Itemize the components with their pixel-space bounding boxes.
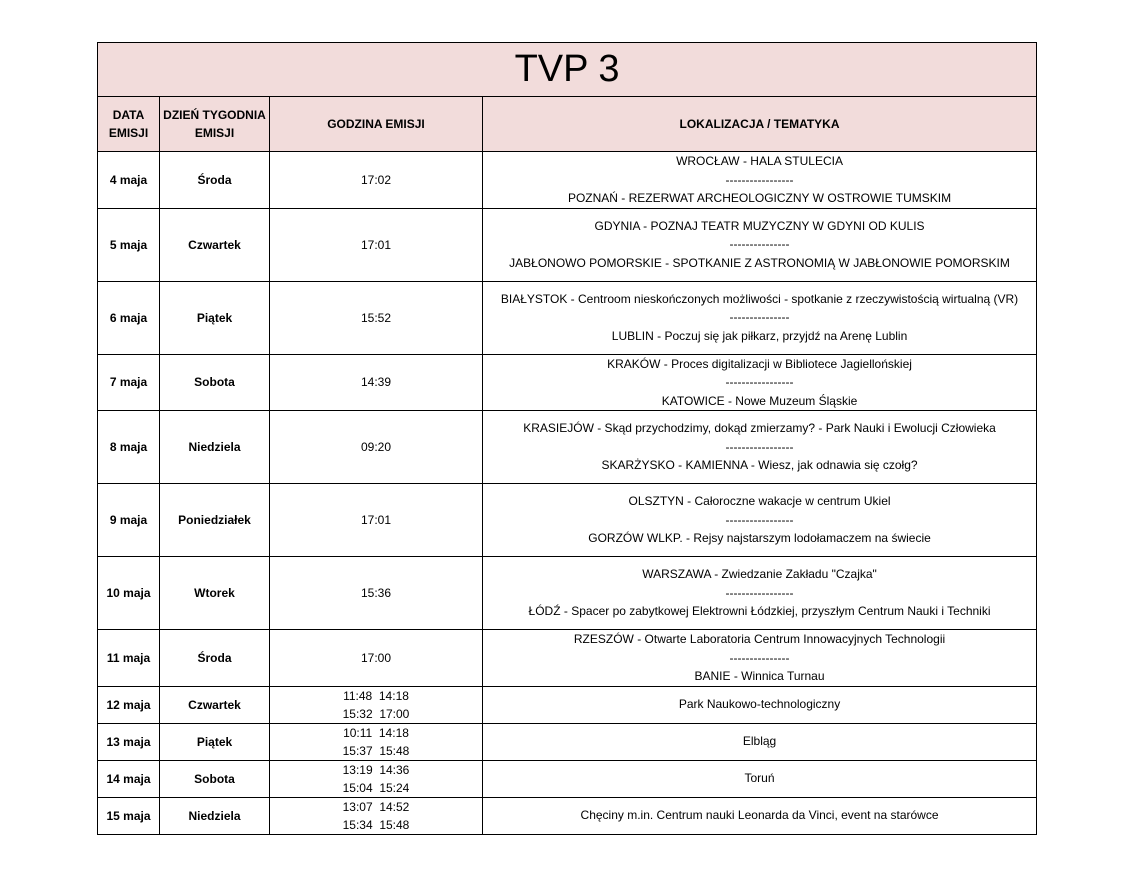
row-date: 6 maja	[98, 281, 160, 354]
location-line: KRASIEJÓW - Skąd przychodzimy, dokąd zmierzamy? - Park Nauki i Ewolucji Człowieka	[523, 421, 996, 436]
location-line: -----------------	[725, 375, 794, 389]
location-line: OLSZTYN - Całoroczne wakacje w centrum Ukiel	[628, 494, 891, 509]
row-day: Czwartek	[160, 686, 270, 723]
row-times	[270, 723, 483, 760]
location-line: WARSZAWA - Zwiedzanie Zakładu "Czajka"	[642, 567, 877, 582]
location-line: RZESZÓW - Otwarte Laboratoria Centrum Innowacyjnych Technologii	[573, 632, 946, 646]
location-line: Park Naukowo-technologiczny	[678, 697, 841, 712]
table-row	[98, 208, 1037, 281]
row-day: Niedziela	[160, 411, 270, 484]
row-locations	[483, 411, 1037, 484]
row-date: 4 maja	[98, 152, 160, 209]
location-line: ---------------	[729, 650, 790, 665]
time-entry: 15:32 17:00	[342, 706, 410, 721]
location-line: JABŁONOWO POMORSKIE - SPOTKANIE Z ASTRONOMIĄ W JABŁONOWIE POMORSKIM	[509, 255, 1010, 270]
location-line: ---------------	[729, 310, 790, 325]
location-line: -----------------	[725, 439, 794, 454]
row-date: 11 maja	[98, 630, 160, 687]
location-line: KATOWICE - Nowe Muzeum Śląskie	[661, 393, 858, 408]
header-time-label: GODZINA EMISJI	[327, 117, 425, 131]
location-line: KRAKÓW - Proces digitalizacji w Bibliotece Jagiellońskiej	[607, 356, 912, 371]
time-entry: 13:07 14:52	[342, 799, 410, 814]
table-row	[98, 152, 1037, 209]
row-locations	[483, 484, 1037, 557]
row-locations	[483, 797, 1037, 834]
row-locations	[483, 354, 1037, 411]
location-line: BANIE - Winnica Turnau	[694, 669, 825, 683]
location-line: Toruń	[744, 771, 775, 786]
header-date	[98, 97, 160, 152]
row-times	[270, 354, 483, 411]
location-line: LUBLIN - Poczuj się jak piłkarz, przyjdź na Arenę Lublin	[611, 328, 908, 343]
table-row	[98, 686, 1037, 723]
row-locations	[483, 630, 1037, 687]
location-line: Chęciny m.in. Centrum nauki Leonarda da Vinci, event na starówce	[580, 808, 939, 823]
table-row	[98, 797, 1037, 834]
location-line: POZNAŃ - REZERWAT ARCHEOLOGICZNY W OSTROWIE TUMSKIM	[567, 191, 952, 205]
time-entry: 17:02	[360, 172, 392, 187]
table-row	[98, 354, 1037, 411]
table-row	[98, 723, 1037, 760]
location-line: ŁÓDŹ - Spacer po zabytkowej Elektrowni Łódzkiej, przyszłym Centrum Nauki i Techniki	[528, 604, 991, 619]
header-location	[483, 97, 1037, 152]
row-date: 15 maja	[98, 797, 160, 834]
row-day: Piątek	[160, 281, 270, 354]
row-date: 7 maja	[98, 354, 160, 411]
row-day: Piątek	[160, 723, 270, 760]
row-locations	[483, 686, 1037, 723]
location-line: -----------------	[725, 512, 794, 527]
row-times	[270, 760, 483, 797]
time-entry: 17:01	[360, 513, 392, 527]
time-entry: 15:04 15:24	[342, 780, 410, 795]
row-times	[270, 797, 483, 834]
row-date: 12 maja	[98, 686, 160, 723]
row-date: 13 maja	[98, 723, 160, 760]
schedule-table	[97, 42, 1037, 835]
table-row	[98, 630, 1037, 687]
time-entry: 15:36	[360, 586, 392, 600]
row-day: Wtorek	[160, 557, 270, 630]
time-entry: 14:39	[360, 375, 392, 390]
table-body	[98, 152, 1037, 835]
time-entry: 11:48 14:18	[343, 688, 409, 703]
time-entry: 17:00	[360, 650, 392, 665]
row-date: 8 maja	[98, 411, 160, 484]
row-times	[270, 152, 483, 209]
location-line: Elbląg	[742, 734, 777, 749]
table-title: TVP 3	[98, 43, 1037, 97]
location-line: -----------------	[725, 172, 794, 187]
row-times	[270, 411, 483, 484]
row-date: 10 maja	[98, 557, 160, 630]
row-day: Sobota	[160, 760, 270, 797]
table-row	[98, 411, 1037, 484]
time-entry: 15:52	[360, 310, 392, 325]
row-times	[270, 281, 483, 354]
row-locations	[483, 723, 1037, 760]
header-day	[160, 97, 270, 152]
row-day: Sobota	[160, 354, 270, 411]
time-entry: 09:20	[360, 440, 392, 454]
location-line: SKARŻYSKO - KAMIENNA - Wiesz, jak odnawia się czołg?	[601, 458, 918, 473]
row-times	[270, 484, 483, 557]
row-day: Środa	[160, 630, 270, 687]
header-location-label: LOKALIZACJA / TEMATYKA	[679, 117, 840, 131]
row-date: 14 maja	[98, 760, 160, 797]
table-row	[98, 760, 1037, 797]
row-locations	[483, 208, 1037, 281]
time-entry: 17:01	[360, 237, 392, 252]
location-line: GDYNIA - POZNAJ TEATR MUZYCZNY W GDYNI OD KULIS	[594, 218, 925, 233]
row-locations	[483, 152, 1037, 209]
row-date: 5 maja	[98, 208, 160, 281]
row-times	[270, 630, 483, 687]
row-locations	[483, 557, 1037, 630]
row-day: Czwartek	[160, 208, 270, 281]
location-line: WROCŁAW - HALA STULECIA	[676, 154, 843, 168]
row-date: 9 maja	[98, 484, 160, 557]
time-entry: 15:37 15:48	[342, 743, 410, 758]
row-locations	[483, 760, 1037, 797]
table-row	[98, 281, 1037, 354]
time-entry: 13:19 14:36	[342, 762, 410, 777]
location-line: -----------------	[725, 585, 794, 600]
header-date-label: DATA EMISJI	[108, 108, 149, 140]
row-times	[270, 208, 483, 281]
location-line: GORZÓW WLKP. - Rejsy najstarszym lodołamaczem na świecie	[588, 531, 931, 546]
row-day: Środa	[160, 152, 270, 209]
row-times	[270, 686, 483, 723]
header-time	[270, 97, 483, 152]
header-day-label: DZIEŃ TYGODNIA EMISJI	[163, 108, 266, 140]
row-locations	[483, 281, 1037, 354]
time-entry: 10:11 14:18	[343, 725, 409, 740]
row-day: Poniedziałek	[160, 484, 270, 557]
location-line: BIAŁYSTOK - Centroom nieskończonych możliwości - spotkanie z rzeczywistością wirtualną (VR)	[500, 291, 1019, 306]
row-times	[270, 557, 483, 630]
location-line: ---------------	[729, 237, 790, 252]
table-row	[98, 484, 1037, 557]
table-row	[98, 557, 1037, 630]
header-row	[98, 97, 1037, 152]
time-entry: 15:34 15:48	[342, 817, 410, 832]
row-day: Niedziela	[160, 797, 270, 834]
